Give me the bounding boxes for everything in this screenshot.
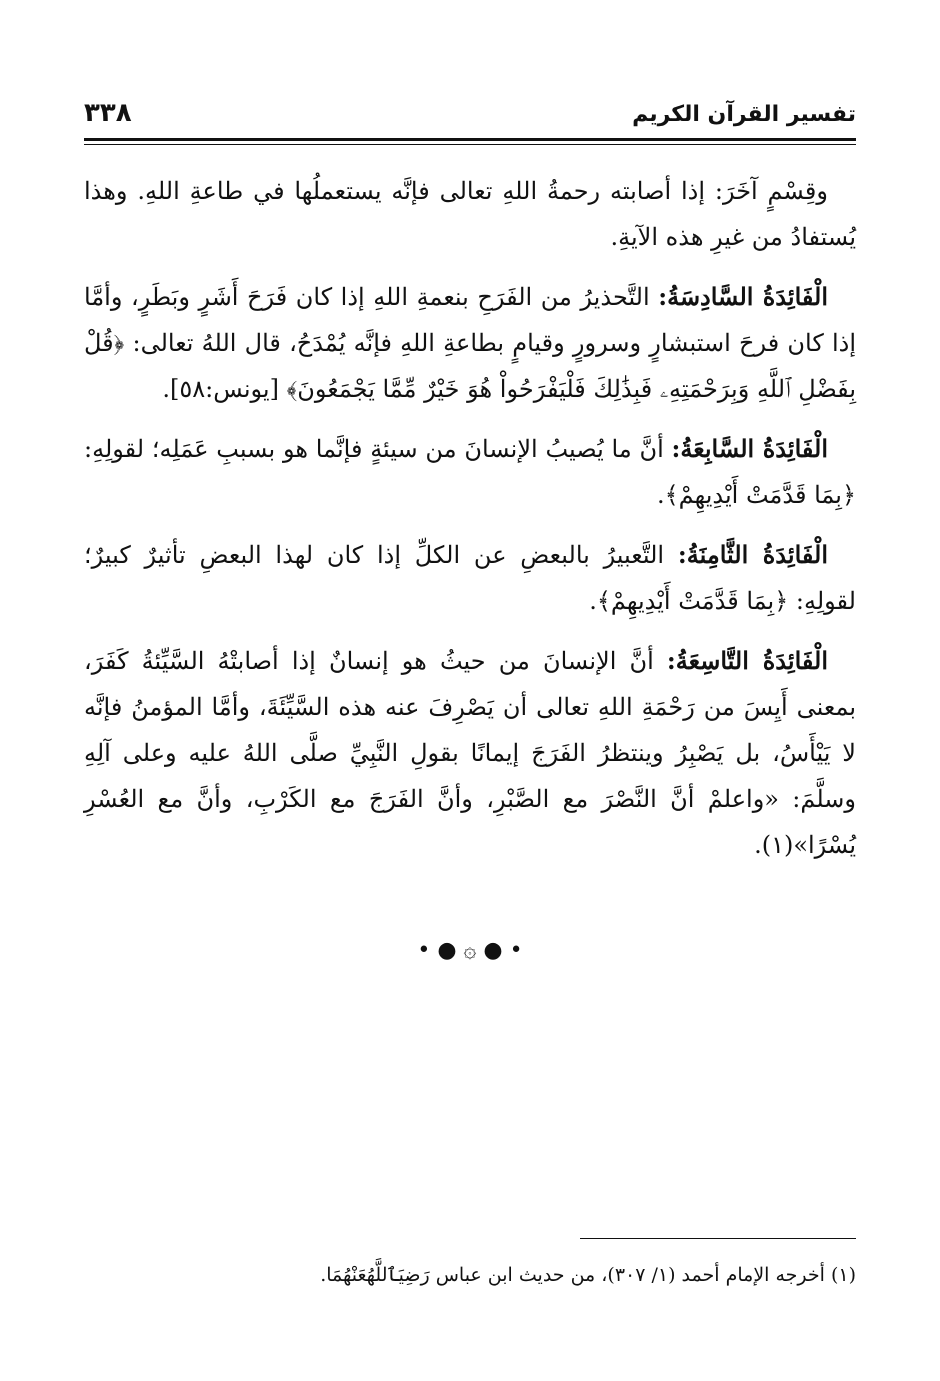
paragraph bbox=[84, 426, 856, 518]
main-text bbox=[84, 168, 856, 882]
header-rule-thin bbox=[84, 144, 856, 145]
paragraph-text: أنَّ الإنسانَ من حيثُ هو إنسانٌ إذا أصابتْهُ السَّيِّئةُ كَفَرَ، بمعنى أَيِسَ من رَحْمَةِ اللهِ تعالى أن يَصْرِفَ عنه هذه السَّيِّئَةَ، وأمَّا المؤمنُ فإنَّه لا يَيْأَسُ، بل يَصْبِرُ وينتظرُ الفَرَجَ إيمانًا بقولِ النَّبِيِّ صلَّى اللهُ عليه وعلى آلِهِ وسلَّمَ: «واعلمْ أنَّ النَّصْرَ مع الصَّبْرِ، وأنَّ الفَرَجَ مع الكَرْبِ، وأنَّ مع العُسْرِ يُسْرًا»(١). bbox=[84, 647, 856, 859]
running-header bbox=[84, 92, 856, 138]
paragraph-text: وقِسْمٍ آخَرَ: إذا أصابته رحمةُ اللهِ تعالى فإنَّه يستعملُها في طاعةِ اللهِ. وهذا يُستفادُ من غيرِ هذه الآيةِ. bbox=[84, 177, 856, 251]
paragraph bbox=[84, 274, 856, 412]
book-title: تفسير القرآن الكريم bbox=[632, 102, 856, 127]
paragraph-heading: الْفَائِدَةُ السَّادِسَةُ: bbox=[658, 282, 828, 311]
header-rule-thick bbox=[84, 138, 856, 141]
paragraph bbox=[84, 168, 856, 260]
paragraph-text: التَّعبيرُ بالبعضِ عن الكلِّ إذا كان لهذا البعضِ تأثيرٌ كبيرٌ؛ لقولِهِ: ﴿بِمَا قَدَّمَتْ أَيْدِيهِمْ﴾. bbox=[84, 541, 856, 615]
section-ornament: • ● ۞ ● • bbox=[417, 938, 523, 963]
paragraph-heading: الْفَائِدَةُ السَّابِعَةُ: bbox=[671, 434, 828, 463]
page-number: ٣٣٨ bbox=[84, 98, 132, 128]
paragraph-heading: الْفَائِدَةُ الثَّامِنَةُ: bbox=[677, 540, 829, 569]
paragraph-text: التَّحذيرُ من الفَرَحِ بنعمةِ اللهِ إذا كان فَرَحَ أَشَرٍ وبَطَرٍ، وأمَّا إذا كان فرحَ استبشارٍ وسرورٍ وقيامٍ بطاعةِ اللهِ فإنَّه يُمْدَحُ، قال اللهُ تعالى: ﴿قُلْ بِفَضْلِ ٱللَّهِ وَبِرَحْمَتِهِۦ فَبِذَٰلِكَ فَلْيَفْرَحُواْ هُوَ خَيْرٌ مِّمَّا يَجْمَعُونَ﴾ [يونس:٥٨]. bbox=[84, 283, 856, 403]
paragraph bbox=[84, 532, 856, 624]
paragraph-text: أنَّ ما يُصيبُ الإنسانَ من سيئةٍ فإنَّما هو بسببِ عَمَلِه؛ لقولِهِ: ﴿بِمَا قَدَّمَتْ أَيْدِيهِمْ﴾. bbox=[84, 435, 856, 509]
paragraph bbox=[84, 638, 856, 868]
footnote: (١) أخرجه الإمام أحمد (١/ ٣٠٧)، من حديث ابن عباس رَضِيَٱللَّهُعَنْهُمَا. bbox=[320, 1264, 856, 1286]
footnote-rule bbox=[580, 1238, 856, 1239]
paragraph-heading: الْفَائِدَةُ التَّاسِعَةُ: bbox=[666, 646, 829, 675]
